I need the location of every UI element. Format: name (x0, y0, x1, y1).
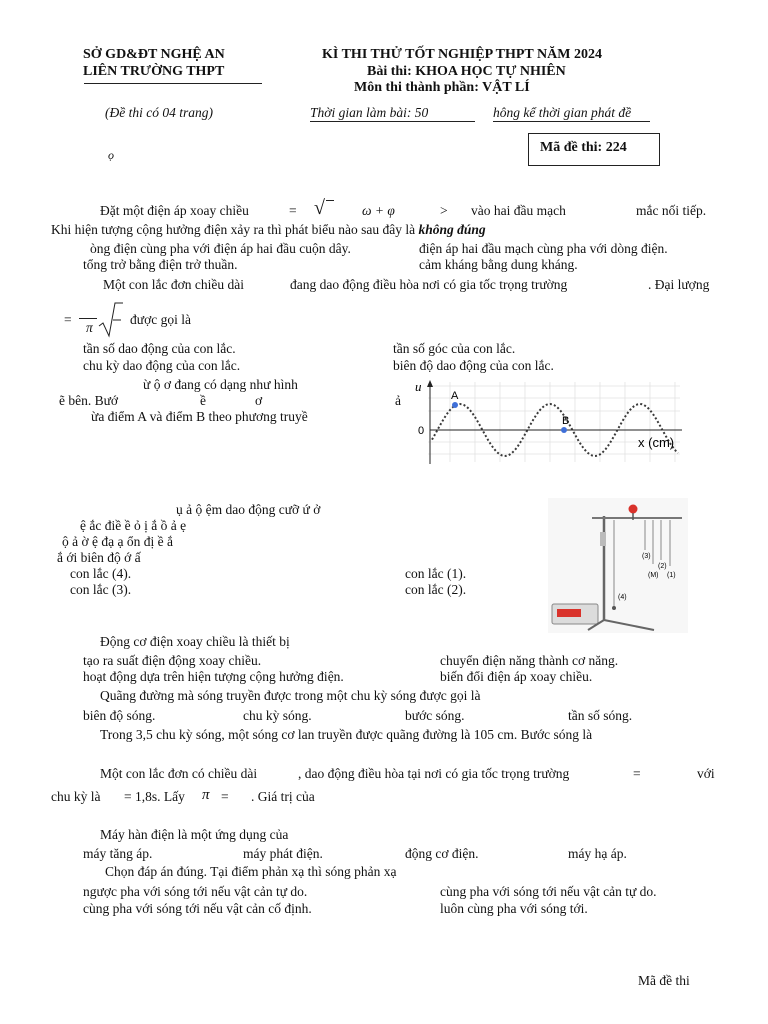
point-b-marker (561, 427, 567, 433)
pages-note: (Đề thi có 04 trang) (105, 105, 213, 120)
q3-stem-line3: ừa điểm A và điểm B theo phương truyề (91, 409, 308, 424)
time-note: Thời gian làm bài: 50 (310, 105, 429, 120)
exam-component: Môn thi thành phần: VẬT LÍ (354, 80, 530, 95)
q4-option-c: con lắc (3). (70, 582, 132, 597)
q1-stem-c: mắc nối tiếp. (636, 203, 707, 218)
q4-option-a: con lắc (4). (70, 566, 132, 581)
q1-omega: ω + φ (362, 203, 395, 218)
q6-option-d: tần số sóng. (568, 708, 633, 723)
q2-stem-b: đang dao động điều hòa nơi có gia tốc trọng trường (290, 277, 568, 292)
q5-option-d: biến đổi điện áp xoay chiều. (440, 669, 593, 684)
wave-figure (410, 378, 685, 466)
q10-option-a: ngược pha với sóng tới nếu vật cản tự do. (83, 884, 308, 899)
point-a-marker (452, 402, 458, 408)
q8-pi: π (202, 787, 210, 803)
counter-display (557, 609, 581, 617)
time-tail-underline (493, 121, 650, 122)
q8-eq: = (633, 766, 641, 781)
q5-option-c: hoạt động dựa trên hiện tượng cộng hưởng điện. (83, 669, 344, 684)
exam-code: Mã đề thi: 224 (540, 140, 627, 155)
header-underline (84, 83, 262, 84)
q8-stem-line2-a: chu kỳ là (51, 789, 101, 804)
q5-stem: Động cơ điện xoay chiều là thiết bị (100, 634, 290, 649)
time-underline (310, 121, 475, 122)
q1-sqrt: √ (314, 197, 325, 219)
q1-option-d: cảm kháng bằng dung kháng. (419, 257, 578, 272)
q2-formula-pi: π (86, 320, 93, 335)
q5-option-b: chuyển điện năng thành cơ năng. (440, 653, 619, 668)
q8-stem-line2-c: . Giá trị của (251, 789, 315, 804)
q1-eq: = (289, 203, 297, 218)
q6-option-b: chu kỳ sóng. (243, 708, 312, 723)
q10-option-c: cùng pha với sóng tới nếu vật cản cố định. (83, 901, 312, 916)
q8-stem-line2-b: = 1,8s. Lấy (124, 789, 185, 804)
q1-stem-line2-text: Khi hiện tượng cộng hưởng điện xảy ra thì phát biểu nào sau đây là (51, 222, 416, 237)
label-pendulum-2: (2) (658, 563, 667, 570)
q2-fraction-bar (79, 318, 97, 319)
q7-stem: Trong 3,5 chu kỳ sóng, một sóng cơ lan truyền được quãng đường là 105 cm. Bước sóng là (100, 727, 593, 742)
label-pendulum-1: (1) (667, 572, 676, 579)
school-department: SỞ GD&ĐT NGHỆ AN (83, 47, 225, 62)
q2-option-a: tần số dao động của con lắc. (83, 341, 236, 356)
pendulum-apparatus-figure (548, 498, 688, 633)
q8-stem-c: với (697, 766, 715, 781)
q4-option-b: con lắc (1). (405, 566, 467, 581)
q1-sqrt-bar (326, 200, 334, 201)
q9-stem: Máy hàn điện là một ứng dụng của (100, 827, 289, 842)
label-pendulum-m: (M) (648, 572, 659, 579)
q6-option-c: bước sóng. (405, 708, 465, 723)
q10-option-d: luôn cùng pha với sóng tới. (440, 901, 588, 916)
point-a-label: A (451, 390, 459, 402)
q1-option-a: òng điện cùng pha với điện áp hai đầu cuộn dây. (90, 241, 351, 256)
q2-option-c: chu kỳ dao động của con lắc. (83, 358, 241, 373)
pendulum-4-bob (612, 606, 616, 610)
q9-option-b: máy phát điện. (243, 846, 323, 861)
q1-stem-b: vào hai đầu mạch (471, 203, 566, 218)
q9-option-d: máy hạ áp. (568, 846, 627, 861)
q3-stem-line2-d: ả (395, 393, 401, 408)
wave-y-label: u (415, 379, 422, 394)
q9-option-a: máy tăng áp. (83, 846, 153, 861)
wave-zero-label: 0 (418, 425, 425, 437)
q1-option-b: điện áp hai đầu mạch cùng pha với dòng điện. (419, 241, 668, 256)
q1-gt: > (440, 203, 448, 218)
q2-formula-tail: được gọi là (130, 312, 191, 327)
q4-stem-line1: ụ ả ộ ệm dao động cưỡ ứ ở (176, 502, 321, 517)
q2-option-b: tần số góc của con lắc. (393, 341, 516, 356)
q3-stem-line2-b: ề (200, 393, 206, 408)
label-pendulum-4: (4) (618, 594, 627, 601)
exam-subject: Bài thi: KHOA HỌC TỰ NHIÊN (367, 64, 566, 79)
q2-option-d: biên độ dao động của con lắc. (393, 358, 554, 373)
q8-stem-b: , dao động điều hòa tại nơi có gia tốc trọng trường (298, 766, 570, 781)
exam-title: KÌ THI THỬ TỐT NGHIỆP THPT NĂM 2024 (322, 47, 602, 62)
q2-stem-a: Một con lắc đơn chiều dài (103, 277, 244, 292)
q2-sqrt-sign (98, 300, 124, 340)
q1-option-c: tổng trở bằng điện trở thuần. (83, 257, 238, 272)
wave-y-arrow (427, 380, 433, 387)
q1-stem-line2 (51, 222, 486, 238)
q6-stem: Quãng đường mà sóng truyền được trong một chu kỳ sóng được gọi là (100, 688, 481, 703)
q9-option-c: động cơ điện. (405, 846, 479, 861)
q4-option-d: con lắc (2). (405, 582, 467, 597)
time-note-tail: hông kể thời gian phát đề (493, 105, 632, 120)
wave-grid (428, 382, 680, 462)
apparatus-clamp (600, 532, 606, 546)
q6-option-a: biên độ sóng. (83, 708, 156, 723)
q4-stem-line4: ắ ới biên độ ớ ấ (57, 550, 141, 565)
q8-eq2: = (221, 789, 229, 804)
school-name: LIÊN TRƯỜNG THPT (83, 64, 225, 79)
footer-exam-code: Mã đề thi (638, 973, 690, 988)
q3-stem-line2-c: ơ (255, 393, 263, 408)
wave-x-label: x (cm) (638, 435, 675, 450)
q3-stem-line1: ừ ộ ơ đang có dạng như hình (143, 377, 298, 392)
point-b-label: B (562, 415, 570, 427)
q10-option-b: cùng pha với sóng tới nếu vật cản tự do. (440, 884, 657, 899)
q4-stem-line3: ộ ả ờ ệ đạ ạ ổn đị ề ắ (62, 534, 173, 549)
exam-code-box (528, 133, 660, 166)
label-pendulum-3: (3) (642, 553, 651, 560)
q1-emphasis: không đúng (418, 222, 486, 237)
q3-stem-line2-a: ẽ bên. Bướ (59, 393, 119, 408)
apparatus-red-knob (629, 505, 638, 514)
stray-char: ọ (108, 148, 114, 162)
q2-formula-eq: = (64, 312, 72, 327)
q8-stem-a: Một con lắc đơn có chiều dài (100, 766, 258, 781)
q2-stem-c: . Đại lượng (648, 277, 710, 292)
q10-stem: Chọn đáp án đúng. Tại điểm phản xạ thì sóng phản xạ (105, 864, 397, 879)
q1-stem-a: Đặt một điện áp xoay chiều (100, 203, 249, 218)
q4-stem-line2: ệ ắc điề ề ỏ ị ắ ồ ả ẹ (80, 518, 187, 533)
q5-option-a: tạo ra suất điện động xoay chiều. (83, 653, 262, 668)
